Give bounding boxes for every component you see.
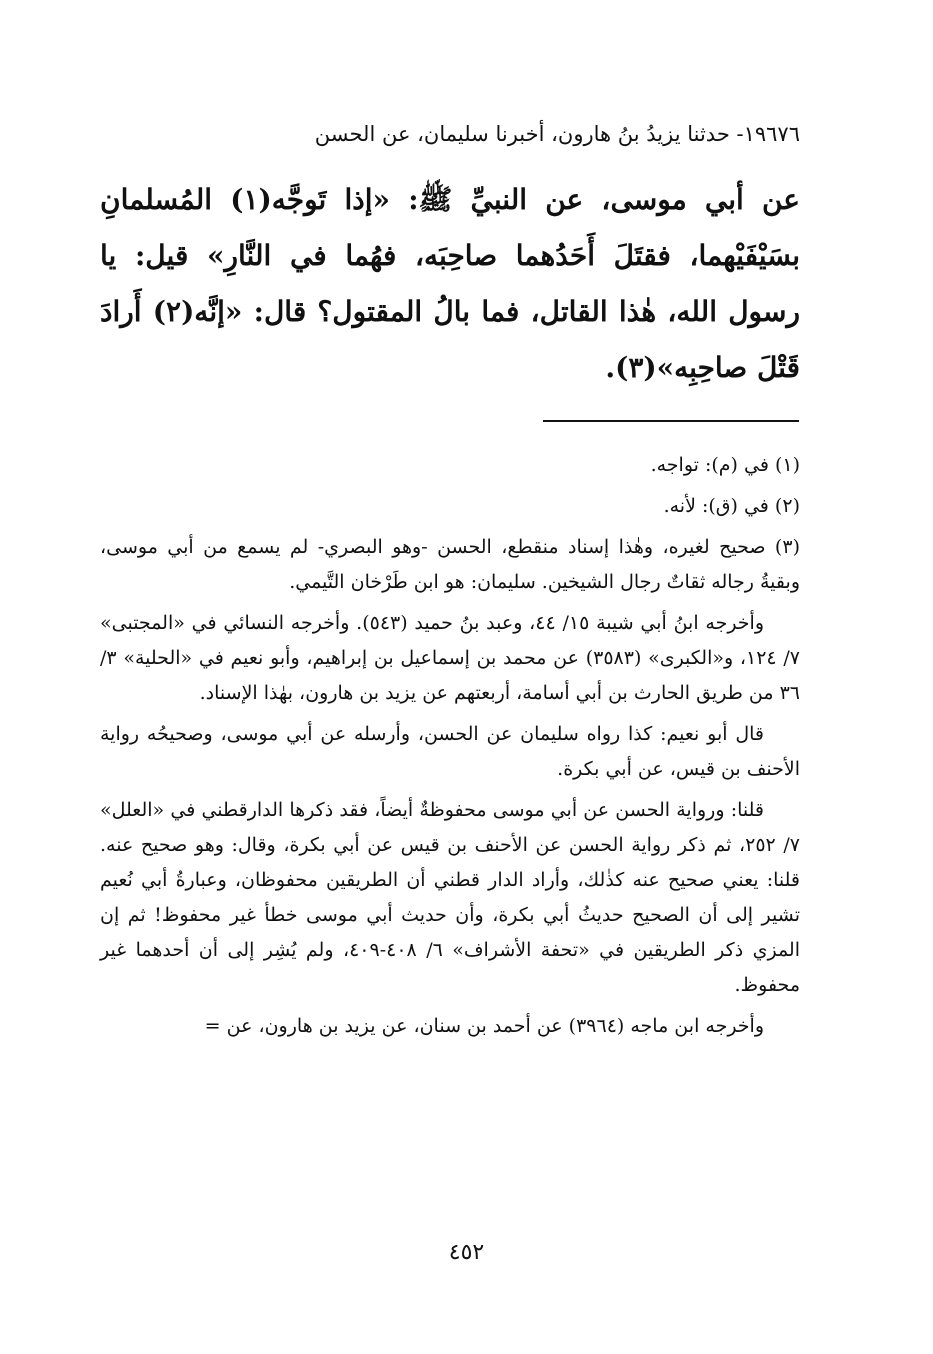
hadith-header: ١٩٦٧٦- حدثنا يزيدُ بنُ هارون، أخبرنا سليمان، عن الحسن (314, 122, 800, 146)
footnote-3-continuation: قلنا: ورواية الحسن عن أبي موسى محفوظةٌ أيضاً، فقد ذكرها الدارقطني في «العلل» ٧/ ٢٥٢، ثم ذكر رواية الحسن عن الأحنف بن قيس عن أبي بكرة، وقال: وهو صحيح عنه. قلنا: يعني صحيح عنه كذٰلك، وأراد الدار قطني أن الطريقين محفوظان، وعبارةُ أبي نُعيم تشير إلى أن الصحيح حديثُ أبي بكرة، وأن حديث أبي موسى خطأ غير محفوظ! ثم إن المزي ذكر الطريقين في «تحفة الأشراف» ٦/ ٤٠٨-٤٠٩، ولم يُشِر إلى أن أحدهما غير محفوظ. (100, 799, 800, 996)
hadith-body (100, 172, 800, 396)
footnotes (100, 448, 800, 1050)
footnote-3-continuation: قال أبو نعيم: كذا رواه سليمان عن الحسن، وأرسله عن أبي موسى، وصحيحُه رواية الأحنف بن قيس، عن أبي بكرة. (100, 723, 800, 780)
footnote-3-continuation: وأخرجه ابن ماجه (٣٩٦٤) عن أحمد بن سنان، عن يزيد بن هارون، عن = (204, 1015, 764, 1037)
page-number: ٤٥٢ (448, 1240, 485, 1265)
footnote-separator (543, 420, 799, 422)
footnote-1: (١) في (م): تواجه. (650, 454, 800, 476)
hadith-text: عن أبي موسى، عن النبيِّ ﷺ: «إذا تَوجَّه(١) المُسلمانِ بسَيْفَيْهما، فقتَلَ أَحَدُهما صاحِبَه، فهُما في النَّارِ» قيل: يا رسول الله، هٰذا القاتل، فما بالُ المقتول؟ قال: «إنَّه(٢) أَرادَ قَتْلَ صاحِبِه»(٣). (100, 183, 800, 384)
footnote-3-continuation: وأخرجه ابنُ أبي شيبة ١٥/ ٤٤، وعبد بنُ حميد (٥٤٣). وأخرجه النسائي في «المجتبى» ٧/ ١٢٤، و«الكبرى» (٣٥٨٣) عن محمد بن إسماعيل بن إبراهيم، وأبو نعيم في «الحلية» ٣/ ٣٦ من طريق الحارث بن أبي أسامة، أربعتهم عن يزيد بن هارون، بهٰذا الإسناد. (100, 612, 800, 704)
footnote-3: (٣) صحيح لغيره، وهٰذا إسناد منقطع، الحسن -وهو البصري- لم يسمع من أبي موسى، وبقيةُ رجاله ثقاتٌ رجال الشيخين. سليمان: هو ابن طَرْخان التَّيمي. (100, 536, 800, 593)
footnote-2: (٢) في (ق): لأنه. (663, 495, 800, 517)
